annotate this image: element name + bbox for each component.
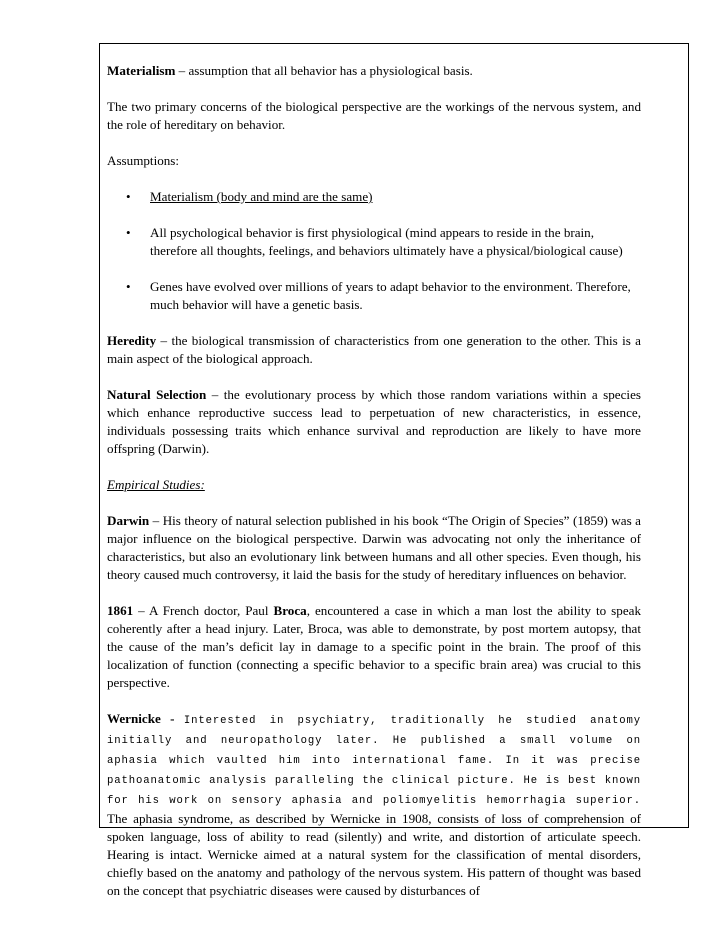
intro-paragraph: The two primary concerns of the biological perspective are the workings of the nervous system, and the role of hereditary on behavior. (107, 99, 641, 132)
natural-selection-paragraph (107, 386, 641, 458)
materialism-definition: – assumption that all behavior has a physiological basis. (175, 63, 473, 78)
natural-selection-definition: – the evolutionary process by which those random variations within a species which enhance reproductive success lead to perpetuation of new characteristics, in essence, individuals possessing traits which enhance survival and reproduction are likely to have more offspring (Darwin). (107, 387, 641, 456)
wernicke-dash: - (160, 711, 184, 726)
empirical-studies-heading (107, 476, 641, 494)
wernicke-term: Wernicke (107, 711, 161, 726)
assumption-item (107, 224, 641, 260)
materialism-paragraph (107, 62, 641, 80)
assumptions-heading: Assumptions: (107, 153, 180, 168)
broca-text-after: , encountered a case in which a man lost the ability to speak coherently after a head injury. Later, Broca, was able to demonstrate, by post mortem autopsy, that the cause of the man’s deficit lay in damage to a specific point in the brain. The proof of this localization of function (connecting a specific behavior to a specific brain area) was crucial to this perspective. (107, 603, 641, 690)
darwin-paragraph (107, 512, 641, 584)
materialism-term: Materialism (107, 63, 176, 78)
bullet-icon: • (126, 189, 131, 204)
document-page (99, 43, 689, 898)
assumption-text: Materialism (body and mind are the same) (150, 189, 373, 204)
assumption-text: All psychological behavior is first physiological (mind appears to reside in the brain, therefore all thoughts, feelings, and behaviors ultimately have a physical/biological cause) (150, 225, 623, 258)
document-body (107, 62, 641, 900)
wernicke-paragraph (107, 710, 641, 900)
assumption-text: Genes have evolved over millions of years to adapt behavior to the environment. Therefore, much behavior will have a genetic basis. (150, 279, 631, 312)
bullet-icon: • (126, 279, 131, 294)
broca-name: Broca (273, 603, 307, 618)
darwin-term: Darwin (107, 513, 150, 528)
broca-paragraph (107, 602, 641, 692)
broca-year: 1861 (107, 603, 134, 618)
heredity-definition: – the biological transmission of characteristics from one generation to the other. This is a main aspect of the biological approach. (107, 333, 641, 366)
assumption-item (107, 188, 641, 206)
darwin-text: – His theory of natural selection published in his book “The Origin of Species” (1859) was a major influence on the biological perspective. Darwin was advocating not only the inheritance of characteristics, but also an evolutionary link between humans and all other species. Even though, his theory caused much controversy, it laid the basis for the study of hereditary influences on behavior. (107, 513, 641, 582)
heredity-term: Heredity (107, 333, 157, 348)
bullet-icon: • (126, 225, 131, 240)
assumption-item (107, 278, 641, 314)
wernicke-serif-text: The aphasia syndrome, as described by Wernicke in 1908, consists of loss of comprehension of spoken language, loss of ability to read (silently) and write, and distortion of articulate speech. Hearing is intact. Wernicke aimed at a natural system for the classification of mental disorders, chiefly based on the anatomy and pathology of the nervous system. His pattern of thought was based on the concept that psychiatric diseases were caused by disturbances of (107, 811, 641, 898)
wernicke-mono-text: Interested in psychiatry, traditionally he studied anatomy initially and neuropathology later. He published a small volume on aphasia which vaulted him into international fame. In it was precise pathoanatomic analysis paralleling the clinical picture. He is best known for his work on sensory aphasia and poliomyelitis hemorrhagia superior. (107, 715, 641, 807)
heredity-paragraph (107, 332, 641, 368)
empirical-studies-title: Empirical Studies: (107, 477, 205, 492)
assumptions-list (107, 188, 641, 314)
broca-text-before: – A French doctor, Paul (133, 603, 274, 618)
natural-selection-term: Natural Selection (107, 387, 207, 402)
